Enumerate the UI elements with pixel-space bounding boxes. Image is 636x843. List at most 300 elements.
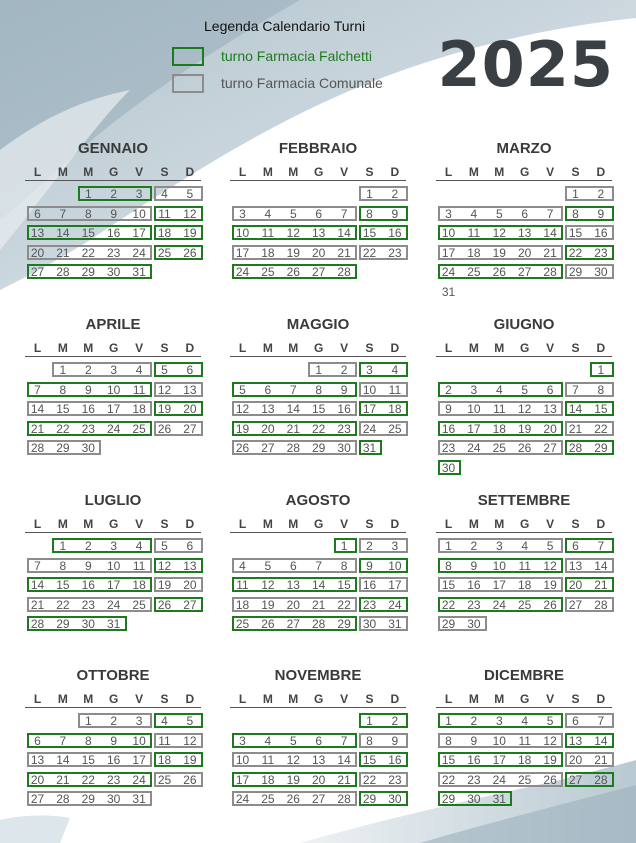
weekday-header: M xyxy=(262,692,273,706)
calendar-day: 12 xyxy=(492,226,506,240)
month-name: LUGLIO xyxy=(84,492,142,509)
calendar-day: 13 xyxy=(543,402,557,416)
weekday-header: S xyxy=(160,692,169,706)
calendar-day: 23 xyxy=(467,772,481,787)
calendar-day: 22 xyxy=(81,245,95,260)
calendar-day: 2 xyxy=(391,187,399,201)
calendar-day: 15 xyxy=(337,578,351,592)
calendar-day: 1 xyxy=(597,363,605,377)
calendar-day: 26 xyxy=(492,265,506,279)
calendar-day: 16 xyxy=(107,753,121,767)
calendar-day: 18 xyxy=(132,402,146,416)
calendar-day: 25 xyxy=(157,245,172,260)
calendar-day: 26 xyxy=(157,597,172,612)
calendar-day: 6 xyxy=(315,733,323,748)
calendar-day: 4 xyxy=(470,206,478,221)
calendar-day: 10 xyxy=(492,558,506,573)
calendar-day: 5 xyxy=(289,733,297,748)
calendar-day: 9 xyxy=(445,402,452,416)
calendar-day: 19 xyxy=(492,245,506,260)
calendar-day: 24 xyxy=(107,421,121,436)
calendar-day: 24 xyxy=(235,792,250,806)
calendar-day: 25 xyxy=(518,597,532,612)
calendar-day: 10 xyxy=(107,382,121,397)
calendar-day: 29 xyxy=(362,792,377,806)
calendar-day: 1 xyxy=(445,539,452,553)
calendar-day: 7 xyxy=(597,714,605,728)
calendar-day: 5 xyxy=(161,363,168,377)
calendar-day: 5 xyxy=(521,382,529,397)
calendar-day: 23 xyxy=(107,245,121,260)
calendar-day: 8 xyxy=(445,558,452,573)
calendar-day: 12 xyxy=(183,206,197,221)
calendar-day: 11 xyxy=(493,402,506,416)
calendar-day: 23 xyxy=(467,597,481,612)
weekday-header: M xyxy=(468,517,479,531)
weekday-header: G xyxy=(314,517,324,531)
calendar-day: 4 xyxy=(161,187,168,201)
calendar-day: 1 xyxy=(366,714,373,728)
calendar-day: 17 xyxy=(467,421,481,436)
calendar-day: 11 xyxy=(261,753,275,767)
calendar-day: 27 xyxy=(261,441,275,455)
calendar-day: 24 xyxy=(441,265,456,279)
calendar-day: 14 xyxy=(568,402,583,416)
calendar-day: 18 xyxy=(518,578,532,592)
calendar-day: 20 xyxy=(568,578,583,592)
year-title: 2025 xyxy=(437,28,614,101)
calendar-day: 19 xyxy=(183,753,197,767)
weekday-header: M xyxy=(57,341,68,355)
calendar-day: 8 xyxy=(572,206,579,221)
calendar-day: 16 xyxy=(362,578,377,592)
calendar-day: 26 xyxy=(183,772,197,787)
calendar-day: 27 xyxy=(183,597,197,612)
calendar-day: 30 xyxy=(337,441,351,455)
weekday-header-row xyxy=(25,517,201,533)
calendar-day: 5 xyxy=(186,714,194,728)
calendar-day: 6 xyxy=(34,206,41,221)
weekday-header: D xyxy=(185,341,195,355)
calendar-day: 9 xyxy=(110,733,118,748)
calendar-day: 19 xyxy=(286,245,300,260)
calendar-day: 15 xyxy=(568,226,583,240)
calendar-day: 22 xyxy=(312,421,326,436)
weekday-header: D xyxy=(390,165,400,179)
weekday-header: M xyxy=(288,165,299,179)
calendar-day: 2 xyxy=(110,187,118,201)
calendar-day: 3 xyxy=(495,539,503,553)
calendar-day: 20 xyxy=(183,402,197,416)
calendar-day: 21 xyxy=(568,421,583,436)
calendar-day: 19 xyxy=(183,226,197,240)
calendar-day: 8 xyxy=(59,558,67,573)
calendar-day: 24 xyxy=(107,597,121,612)
calendar-day: 4 xyxy=(391,363,399,377)
calendar-day: 19 xyxy=(543,753,557,767)
weekday-header: M xyxy=(83,692,94,706)
calendar-day: 18 xyxy=(157,753,172,767)
calendar-day: 13 xyxy=(568,733,583,748)
calendar-day: 1 xyxy=(84,714,92,728)
calendar-day: 18 xyxy=(492,421,506,436)
weekday-header: D xyxy=(596,341,606,355)
calendar-day: 20 xyxy=(261,421,275,436)
calendar-day: 13 xyxy=(286,578,300,592)
month-name: GIUGNO xyxy=(493,316,555,333)
calendar-day: 1 xyxy=(340,539,348,553)
calendar-day: 26 xyxy=(286,792,300,806)
calendar-day: 26 xyxy=(518,441,532,455)
calendar-day: 8 xyxy=(340,558,348,573)
calendar-day: 27 xyxy=(568,597,583,612)
calendar-day: 18 xyxy=(467,245,481,260)
calendar-day: 17 xyxy=(107,402,121,416)
calendar-day: 2 xyxy=(470,539,478,553)
calendar-day: 16 xyxy=(81,578,95,592)
calendar-day: 16 xyxy=(594,226,608,240)
calendar-day: 22 xyxy=(81,772,95,787)
calendar-day: 30 xyxy=(441,460,456,475)
weekday-header: V xyxy=(135,692,144,706)
calendar-day: 5 xyxy=(495,206,503,221)
month-name: APRILE xyxy=(85,316,141,333)
calendar-day: 3 xyxy=(470,382,478,397)
calendar-day: 9 xyxy=(84,382,92,397)
calendar-day: 10 xyxy=(362,382,377,397)
calendar-day: 17 xyxy=(492,578,506,592)
calendar-day: 24 xyxy=(132,772,146,787)
calendar-day: 28 xyxy=(30,617,45,631)
calendar-day: 13 xyxy=(183,558,197,573)
calendar-day: 19 xyxy=(235,421,250,436)
calendar-day: 3 xyxy=(445,206,452,221)
calendar-day: 13 xyxy=(261,402,275,416)
calendar-day: 20 xyxy=(518,245,532,260)
calendar-day: 11 xyxy=(518,733,531,748)
calendar-day: 2 xyxy=(445,382,452,397)
calendar-day: 19 xyxy=(543,578,557,592)
calendar-day: 3 xyxy=(495,714,503,728)
calendar-day: 3 xyxy=(110,363,118,377)
calendar-day: 14 xyxy=(594,558,608,573)
calendar-day: 25 xyxy=(157,772,172,787)
calendar-day: 25 xyxy=(467,265,481,279)
weekday-header-row xyxy=(436,165,612,181)
calendar-day: 27 xyxy=(518,265,532,279)
calendar-day: 30 xyxy=(81,617,95,631)
calendar-day: 12 xyxy=(286,753,300,767)
calendar-day: 16 xyxy=(81,402,95,416)
calendar-day: 31 xyxy=(132,265,146,279)
calendar-day: 7 xyxy=(289,382,297,397)
calendar-day: 28 xyxy=(594,597,608,612)
weekday-header: M xyxy=(262,517,273,531)
calendar-day: 18 xyxy=(157,226,172,240)
weekday-header: V xyxy=(135,517,144,531)
weekday-header: V xyxy=(340,341,349,355)
calendar-day: 5 xyxy=(289,206,297,221)
weekday-header: M xyxy=(494,692,505,706)
month-name: GENNAIO xyxy=(77,140,148,157)
calendar-day: 13 xyxy=(30,753,45,767)
calendar-day: 2 xyxy=(597,187,605,201)
calendar-day: 4 xyxy=(521,714,529,728)
calendar-day: 12 xyxy=(286,226,300,240)
calendar-day: 16 xyxy=(107,226,121,240)
weekday-header-row xyxy=(230,165,406,181)
calendar-day: 30 xyxy=(107,265,121,279)
calendar-day: 15 xyxy=(441,578,456,592)
calendar-day: 9 xyxy=(470,558,478,573)
calendar-day: 22 xyxy=(594,421,608,436)
calendar-day: 5 xyxy=(186,187,194,201)
weekday-header: S xyxy=(160,165,169,179)
calendar-day: 7 xyxy=(315,558,323,573)
weekday-header: M xyxy=(57,517,68,531)
calendar-day: 21 xyxy=(30,421,45,436)
calendar-day: 5 xyxy=(546,714,554,728)
calendar-day: 27 xyxy=(183,421,197,436)
calendar-day: 26 xyxy=(183,245,197,260)
calendar-day: 7 xyxy=(546,206,554,221)
calendar-day: 14 xyxy=(594,733,608,748)
calendar-day: 24 xyxy=(467,441,481,455)
calendar-day: 3 xyxy=(239,733,246,748)
calendar-day: 16 xyxy=(467,753,481,767)
calendar-day: 6 xyxy=(572,714,579,728)
weekday-header: M xyxy=(494,341,505,355)
calendar-day: 26 xyxy=(543,772,557,787)
calendar-day: 18 xyxy=(132,578,146,592)
weekday-header-row xyxy=(230,692,406,708)
calendar-day: 17 xyxy=(441,245,456,260)
calendar-day: 7 xyxy=(34,382,41,397)
weekday-header: G xyxy=(520,517,530,531)
calendar-day: 15 xyxy=(594,402,608,416)
weekday-header: L xyxy=(238,517,247,531)
calendar-day: 3 xyxy=(110,539,118,553)
calendar-day: 25 xyxy=(132,597,146,612)
weekday-header: D xyxy=(596,692,606,706)
calendar-day: 9 xyxy=(391,206,399,221)
calendar-day: 28 xyxy=(543,265,557,279)
calendar-day: 8 xyxy=(84,733,92,748)
calendar-day: 14 xyxy=(56,226,70,240)
calendar-day: 20 xyxy=(30,772,45,787)
calendar-day: 23 xyxy=(337,421,351,436)
calendar-day: 9 xyxy=(470,733,478,748)
calendar-day: 23 xyxy=(441,441,456,455)
weekday-header: M xyxy=(468,165,479,179)
calendar-day: 27 xyxy=(568,772,583,787)
calendar-day: 11 xyxy=(467,226,481,240)
calendar-day: 17 xyxy=(107,578,121,592)
calendar-day: 7 xyxy=(597,539,605,553)
calendar-day: 28 xyxy=(312,617,326,631)
weekday-header: M xyxy=(262,341,273,355)
calendar-day: 11 xyxy=(132,558,146,573)
calendar-day: 3 xyxy=(239,206,246,221)
weekday-header: M xyxy=(83,341,94,355)
calendar-day: 28 xyxy=(286,441,300,455)
calendar-day: 30 xyxy=(362,617,377,631)
calendar-day: 15 xyxy=(81,753,95,767)
weekday-header: G xyxy=(520,692,530,706)
weekday-header: L xyxy=(238,341,247,355)
calendar-day: 15 xyxy=(56,578,70,592)
calendar-day: 22 xyxy=(568,245,583,260)
weekday-header: V xyxy=(135,341,144,355)
weekday-header: L xyxy=(33,165,42,179)
calendar-day: 27 xyxy=(30,792,45,806)
calendar-day: 4 xyxy=(239,558,246,573)
calendar-day: 6 xyxy=(264,382,272,397)
calendar-day: 21 xyxy=(56,772,70,787)
weekday-header: D xyxy=(185,517,195,531)
calendar-day: 24 xyxy=(235,265,250,279)
calendar-day: 22 xyxy=(337,597,351,612)
calendar-day: 16 xyxy=(388,226,402,240)
weekday-header: M xyxy=(288,341,299,355)
calendar-day: 4 xyxy=(521,539,529,553)
calendar-day: 7 xyxy=(340,733,348,748)
calendar-day: 10 xyxy=(132,733,146,748)
weekday-header: M xyxy=(57,692,68,706)
weekday-header-row xyxy=(230,341,406,357)
calendar-day: 22 xyxy=(362,245,377,260)
calendar-day: 5 xyxy=(239,382,246,397)
calendar-day: 3 xyxy=(135,714,143,728)
calendar-day: 12 xyxy=(235,402,250,416)
calendar-day: 9 xyxy=(391,733,399,748)
calendar-day: 13 xyxy=(568,558,583,573)
calendar-day: 23 xyxy=(388,772,402,787)
calendar-day: 21 xyxy=(337,245,351,260)
calendar-day: 9 xyxy=(340,382,348,397)
calendar-day: 6 xyxy=(186,363,194,377)
calendar-day: 17 xyxy=(235,245,250,260)
calendar-day: 17 xyxy=(235,772,250,787)
calendar-day: 15 xyxy=(56,402,70,416)
calendar-day: 31 xyxy=(107,617,121,631)
calendar-day: 19 xyxy=(261,597,275,612)
calendar-day: 19 xyxy=(157,402,172,416)
calendar-day: 26 xyxy=(543,597,557,612)
calendar-day: 15 xyxy=(441,753,456,767)
calendar-day: 7 xyxy=(572,382,579,397)
calendar-day: 30 xyxy=(388,792,402,806)
calendar-day: 6 xyxy=(315,206,323,221)
calendar-day: 4 xyxy=(135,539,143,553)
calendar-day: 10 xyxy=(235,753,250,767)
calendar-day: 12 xyxy=(157,558,172,573)
calendar-day: 27 xyxy=(312,792,326,806)
month-name: FEBBRAIO xyxy=(278,140,358,157)
calendar-day: 5 xyxy=(264,558,272,573)
calendar-day: 6 xyxy=(521,206,529,221)
weekday-header: G xyxy=(109,341,119,355)
weekday-header: V xyxy=(546,341,555,355)
weekday-header: D xyxy=(390,692,400,706)
calendar-day: 1 xyxy=(572,187,579,201)
calendar-day: 6 xyxy=(186,539,194,553)
calendar-day: 9 xyxy=(366,558,373,573)
weekday-header: D xyxy=(596,165,606,179)
calendar-day: 20 xyxy=(568,753,583,767)
calendar-day: 15 xyxy=(312,402,326,416)
weekday-header: G xyxy=(109,165,119,179)
weekday-header: M xyxy=(494,517,505,531)
month-name: MAGGIO xyxy=(286,316,350,333)
weekday-header: G xyxy=(314,692,324,706)
calendar-day: 27 xyxy=(286,617,300,631)
weekday-header-row xyxy=(436,341,612,357)
calendar-day: 20 xyxy=(30,245,45,260)
calendar-day: 30 xyxy=(467,617,481,631)
calendar-day: 27 xyxy=(30,265,45,279)
weekday-header: M xyxy=(468,341,479,355)
calendar-day: 10 xyxy=(492,733,506,748)
calendar-day: 2 xyxy=(84,363,92,377)
calendar-day: 29 xyxy=(56,441,70,455)
calendar-day: 10 xyxy=(107,558,121,573)
calendar-day: 30 xyxy=(594,265,608,279)
calendar-day: 7 xyxy=(59,206,67,221)
calendar-day: 23 xyxy=(81,421,95,436)
calendar-day: 15 xyxy=(81,226,95,240)
weekday-header: D xyxy=(185,692,195,706)
calendar-day: 8 xyxy=(84,206,92,221)
calendar-day: 12 xyxy=(543,558,557,573)
calendar-day: 20 xyxy=(183,578,197,592)
calendar-day: 5 xyxy=(546,539,554,553)
calendar-day: 11 xyxy=(158,733,171,748)
calendar-day: 28 xyxy=(56,265,70,279)
calendar-day: 4 xyxy=(264,733,272,748)
weekday-header: V xyxy=(340,165,349,179)
weekday-header: G xyxy=(314,341,324,355)
calendar-day: 4 xyxy=(495,382,503,397)
calendar-day: 24 xyxy=(362,421,377,436)
calendar-day: 31 xyxy=(132,792,146,806)
weekday-header: M xyxy=(83,165,94,179)
calendar-day: 14 xyxy=(337,753,351,767)
calendar-day: 21 xyxy=(337,772,351,787)
calendar-day: 23 xyxy=(594,245,608,260)
calendar-day: 21 xyxy=(543,245,557,260)
calendar-day: 23 xyxy=(107,772,121,787)
calendar-day: 17 xyxy=(132,226,146,240)
calendar-day: 11 xyxy=(261,226,275,240)
calendar-day: 28 xyxy=(337,265,351,279)
calendar-day: 14 xyxy=(286,402,300,416)
calendar-day: 26 xyxy=(261,617,275,631)
calendar-day: 2 xyxy=(340,363,348,377)
weekday-header: G xyxy=(520,341,530,355)
weekday-header: M xyxy=(83,517,94,531)
weekday-header: D xyxy=(185,165,195,179)
calendar-day: 2 xyxy=(84,539,92,553)
calendar-day: 1 xyxy=(445,714,452,728)
calendar-day: 29 xyxy=(441,792,456,806)
calendar-day: 8 xyxy=(315,382,323,397)
calendar-day: 25 xyxy=(261,792,275,806)
weekday-header: M xyxy=(262,165,273,179)
weekday-header: G xyxy=(109,517,119,531)
weekday-header: L xyxy=(444,517,453,531)
weekday-header: V xyxy=(340,692,349,706)
